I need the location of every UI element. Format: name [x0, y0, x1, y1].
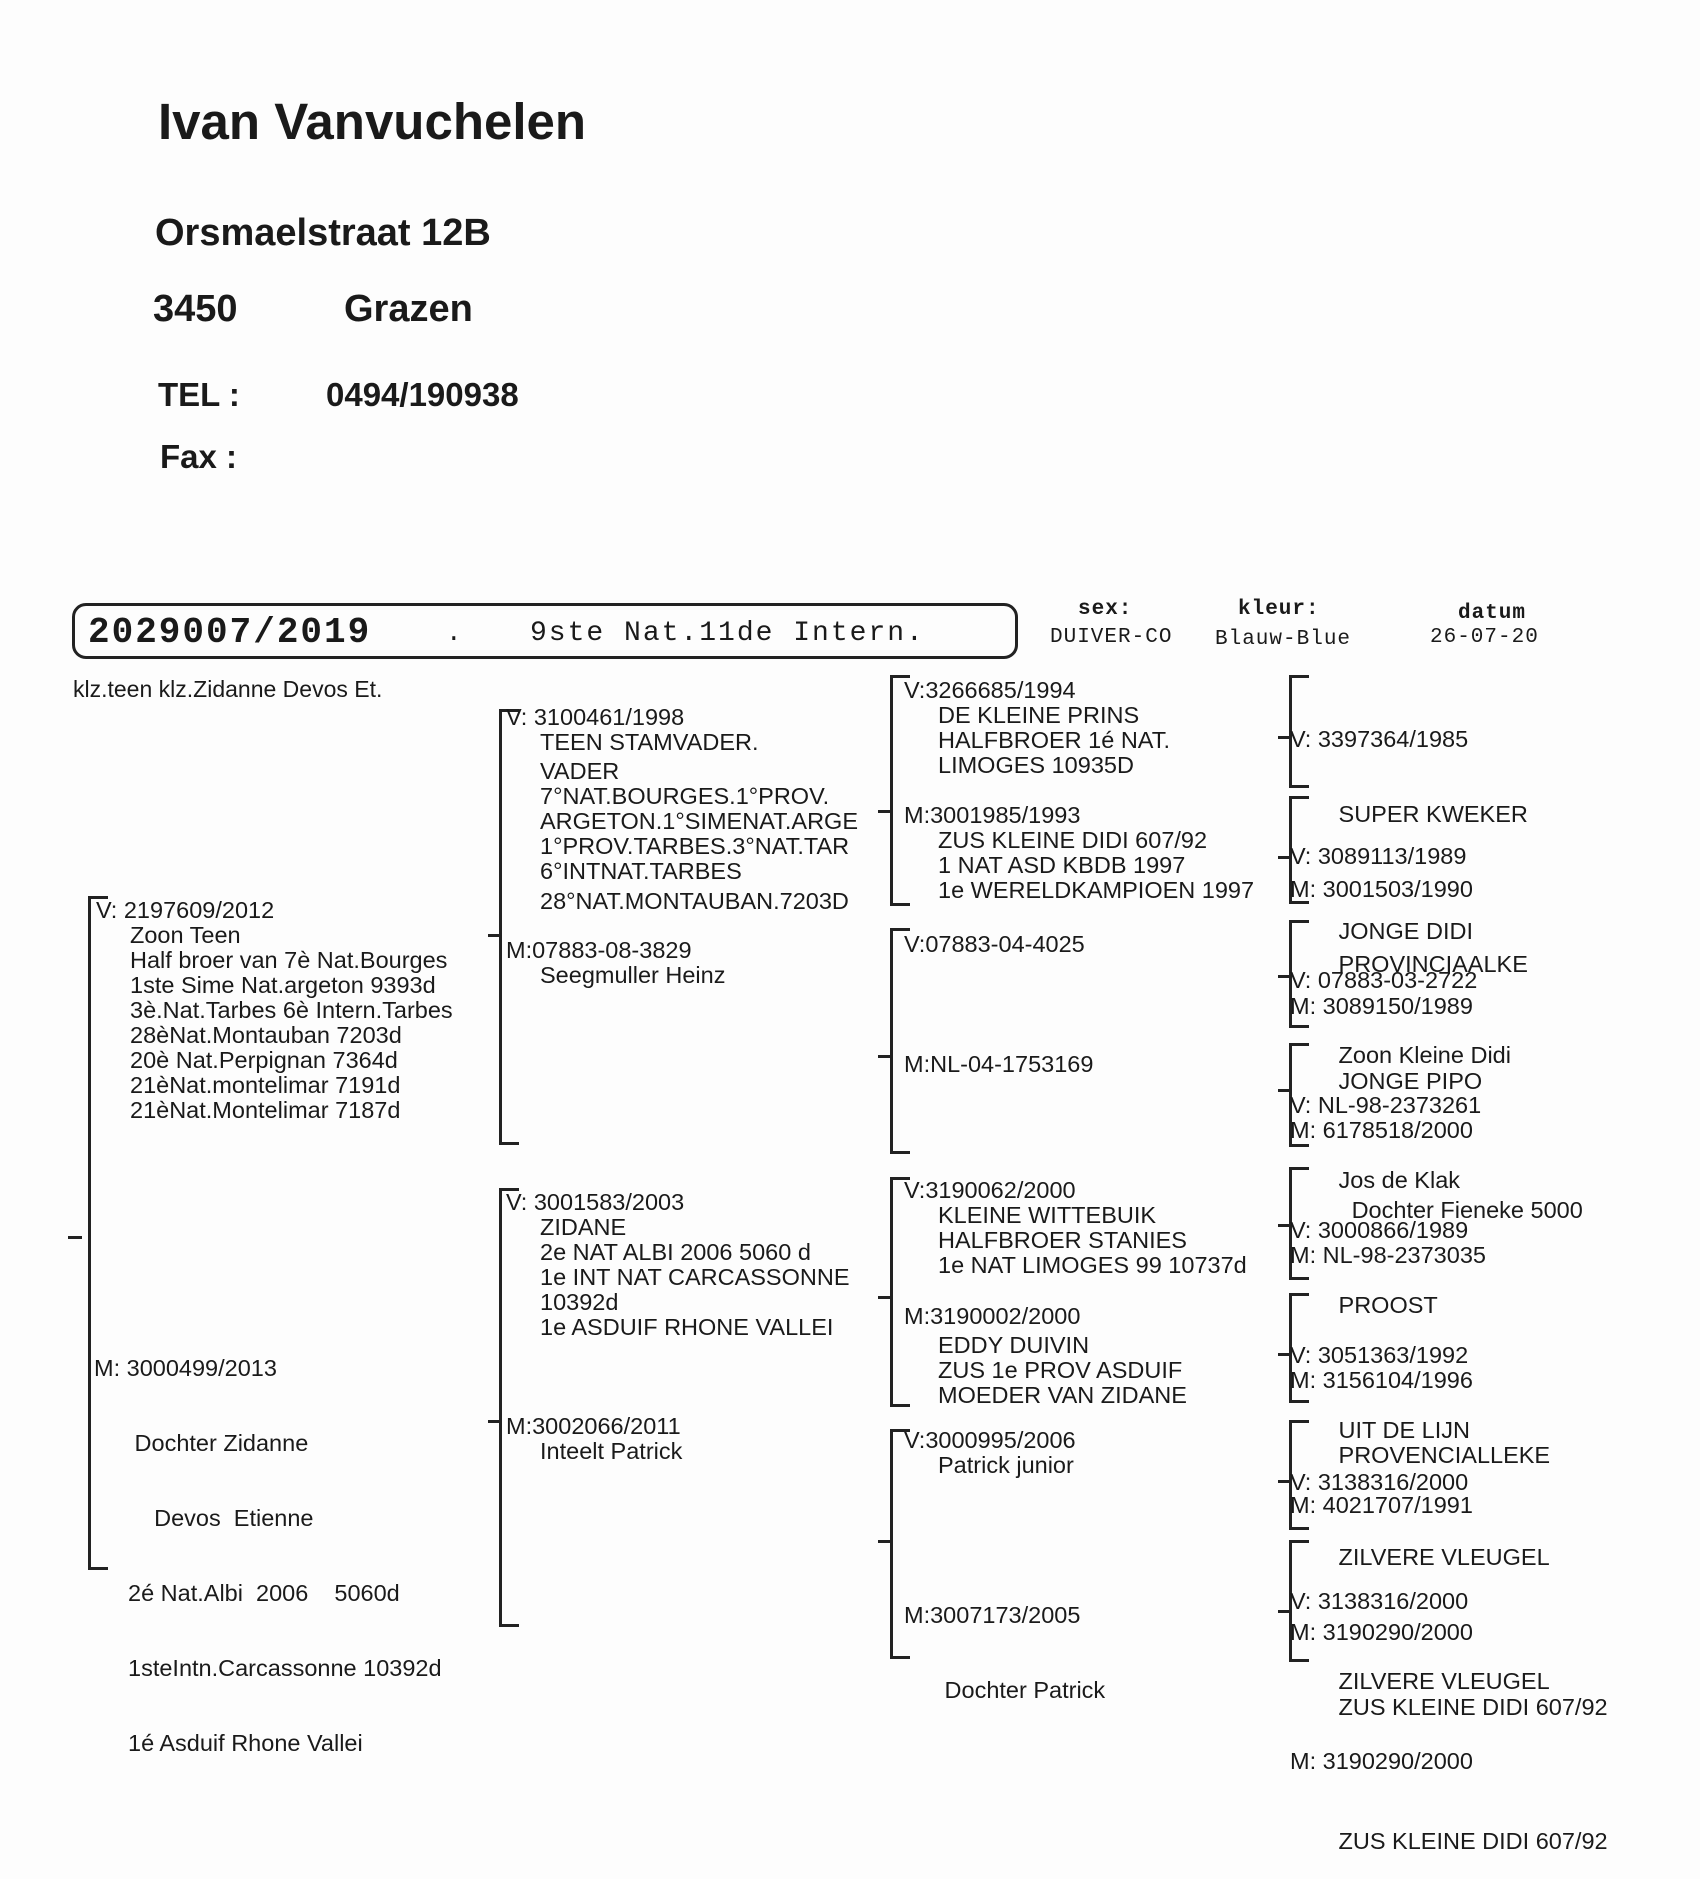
- gen4-line: V: 3138316/2000: [1290, 1469, 1469, 1495]
- gen1-mother-line: 2é Nat.Albi 2006 5060d: [128, 1580, 400, 1606]
- gen3-line: ZUS 1e PROV ASDUIF: [938, 1357, 1183, 1383]
- bracket-gen3-1: [890, 675, 893, 906]
- gen2-line: 6°INTNAT.TARBES: [540, 858, 742, 884]
- gen3-line: 1 NAT ASD KBDB 1997: [938, 852, 1186, 878]
- gen4-line: SUPER KWEKER: [1332, 801, 1528, 827]
- performance: 9ste Nat.11de Intern.: [530, 618, 925, 649]
- gen1-father-line: 21èNat.montelimar 7191d: [130, 1072, 401, 1098]
- tick-gen4-7: [1278, 1480, 1290, 1483]
- gen3-line: DE KLEINE PRINS: [938, 702, 1140, 728]
- gen4-line: ZILVERE VLEUGEL: [1332, 1544, 1550, 1570]
- gen2-line: TEEN STAMVADER.: [540, 729, 759, 755]
- gen1-mother-line: Devos Etienne: [128, 1505, 314, 1531]
- color-value: Blauw-Blue: [1215, 628, 1352, 651]
- gen2-line: ZIDANE: [540, 1214, 627, 1240]
- gen1-father-line: Zoon Teen: [130, 922, 241, 948]
- gen2-line: ARGETON.1°SIMENAT.ARGE: [540, 808, 859, 834]
- gen1-father-line: 20è Nat.Perpignan 7364d: [130, 1047, 398, 1073]
- owner-zip: 3450: [153, 288, 238, 330]
- gen1-father-line: 3è.Nat.Tarbes 6è Intern.Tarbes: [130, 997, 453, 1023]
- gen1-father-line: Half broer van 7è Nat.Bourges: [130, 947, 448, 973]
- gen4-line: M: 3001503/1990: [1290, 876, 1473, 902]
- gen3-6: [904, 1304, 1187, 1408]
- tick-gen2-mother: [488, 1420, 500, 1423]
- gen3-line: EDDY DUIVIN: [938, 1332, 1090, 1358]
- tick-gen4-8: [1278, 1610, 1290, 1613]
- date-value: 26-07-20: [1430, 626, 1539, 649]
- gen2-line: 1e INT NAT CARCASSONNE: [540, 1264, 850, 1290]
- bracket-gen2-father: [499, 709, 502, 1145]
- gen4-line: Zoon Kleine Didi: [1332, 1042, 1511, 1068]
- tick-gen3-4: [878, 1540, 890, 1543]
- owner-name: Ivan Vanvuchelen: [158, 93, 587, 150]
- pigeon-note: klz.teen klz.Zidanne Devos Et.: [73, 676, 383, 702]
- gen2-mother-dam: [506, 1414, 682, 1464]
- gen3-line: HALFBROER STANIES: [938, 1227, 1187, 1253]
- tick-gen4-2: [1278, 856, 1290, 859]
- gen3-line: Patrick junior: [938, 1452, 1074, 1478]
- tel-label: TEL :: [158, 376, 240, 413]
- gen3-8: [904, 1553, 1105, 1728]
- tel-value: 0494/190938: [326, 376, 519, 413]
- gen4-line: M: 3190290/2000: [1290, 1619, 1473, 1645]
- gen4-line: JONGE DIDI: [1332, 918, 1474, 944]
- tick-gen4-6: [1278, 1353, 1290, 1356]
- gen4-line: V: 3138316/2000: [1290, 1588, 1469, 1614]
- gen3-ring: V:07883-04-4025: [904, 931, 1085, 957]
- gen4-line: PROVINCIAALKE: [1332, 951, 1528, 977]
- gen4-line: ZUS KLEINE DIDI 607/92: [1332, 1828, 1608, 1854]
- gen3-ring: V:3190062/2000: [904, 1177, 1076, 1203]
- gen4-line: M: 6178518/2000: [1290, 1117, 1473, 1143]
- gen2-mother-sire: [506, 1190, 850, 1340]
- gen1-mother-ring: M: 3000499/2013: [94, 1355, 277, 1381]
- gen4-line: Jos de Klak: [1332, 1167, 1461, 1193]
- bracket-gen2-mother: [499, 1188, 502, 1627]
- gen2-line: 2e NAT ALBI 2006 5060 d: [540, 1239, 811, 1265]
- gen1-father-line: 1ste Sime Nat.argeton 9393d: [130, 972, 436, 998]
- gen2-line: Seegmuller Heinz: [540, 962, 726, 988]
- tick-gen4-4: [1278, 1089, 1290, 1092]
- sex-label: sex:: [1078, 598, 1133, 621]
- gen3-7: [904, 1428, 1076, 1478]
- gen3-3: [904, 932, 1085, 957]
- gen2-ring: V: 3001583/2003: [506, 1189, 685, 1215]
- bracket-gen3-3: [890, 1177, 893, 1407]
- tick-gen4-1: [1278, 736, 1290, 739]
- gen4-line: V: 3000866/1989: [1290, 1217, 1469, 1243]
- gen2-line: 10392d: [540, 1289, 619, 1315]
- gen4-line: M: 3190290/2000: [1290, 1748, 1473, 1774]
- ring-separator: .: [446, 618, 462, 648]
- gen1-mother-line: Dochter Zidanne: [128, 1430, 309, 1456]
- gen4-line: V: 3397364/1985: [1290, 726, 1469, 752]
- tick-gen4-5: [1278, 1224, 1290, 1227]
- gen4-line: V: 3051363/1992: [1290, 1342, 1469, 1368]
- gen4-line: ZILVERE VLEUGEL: [1332, 1668, 1550, 1694]
- gen1-father-line: 28èNat.Montauban 7203d: [130, 1022, 402, 1048]
- gen3-line: 1e NAT LIMOGES 99 10737d: [938, 1252, 1247, 1278]
- tick-gen3-3: [878, 1296, 890, 1299]
- gen2-ring: M:3002066/2011: [506, 1413, 681, 1439]
- gen4-line: M: 3156104/1996: [1290, 1367, 1473, 1393]
- bracket-gen3-4: [890, 1429, 893, 1659]
- fax-label: Fax :: [160, 438, 238, 475]
- bracket-gen3-2: [890, 928, 893, 1154]
- gen1-mother-line: 1steIntn.Carcassonne 10392d: [128, 1655, 442, 1681]
- gen1-father-ring: V: 2197609/2012: [96, 897, 275, 923]
- gen4-line: V: 3089113/1989: [1290, 843, 1467, 869]
- gen4-line: UIT DE LIJN: [1332, 1417, 1470, 1443]
- gen3-line: LIMOGES 10935D: [938, 752, 1134, 778]
- tick-gen3-2: [878, 1055, 890, 1058]
- gen1-mother: [94, 1306, 442, 1781]
- gen1-father: [96, 898, 453, 1123]
- gen3-ring: V:3000995/2006: [904, 1427, 1076, 1453]
- gen2-line: Inteelt Patrick: [540, 1438, 683, 1464]
- bracket-gen1: [88, 896, 91, 1570]
- gen4-8: [1290, 1539, 1608, 1879]
- gen3-ring: M:3007173/2005: [904, 1602, 1081, 1628]
- gen4-line: M: NL-98-2373035: [1290, 1242, 1486, 1268]
- gen3-5: [904, 1178, 1247, 1278]
- gen1-mother-line: 1é Asduif Rhone Vallei: [128, 1730, 363, 1756]
- gen3-1: [904, 678, 1170, 778]
- gen4-line: V: NL-98-2373261: [1290, 1092, 1482, 1118]
- gen4-line: PROOST: [1332, 1292, 1438, 1318]
- owner-city: Grazen: [344, 288, 473, 330]
- gen2-line: 1°PROV.TARBES.3°NAT.TAR: [540, 833, 850, 859]
- tick-gen1: [68, 1236, 82, 1239]
- gen2-ring: V: 3100461/1998: [506, 704, 685, 730]
- gen3-line: MOEDER VAN ZIDANE: [938, 1382, 1187, 1408]
- gen2-ring: M:07883-08-3829: [506, 937, 692, 963]
- gen2-line: 1e ASDUIF RHONE VALLEI: [540, 1314, 834, 1340]
- gen1-father-line: 21èNat.Montelimar 7187d: [130, 1097, 401, 1123]
- gen4-line: PROVENCIALLEKE: [1332, 1442, 1551, 1468]
- ring-number: 2029007/2019: [88, 612, 372, 653]
- owner-street: Orsmaelstraat 12B: [155, 212, 491, 254]
- gen4-line: ZUS KLEINE DIDI 607/92: [1332, 1694, 1608, 1720]
- gen3-ring: V:3266685/1994: [904, 677, 1076, 703]
- gen3-line: KLEINE WITTEBUIK: [938, 1202, 1157, 1228]
- gen4-line: M: 4021707/1991: [1290, 1492, 1473, 1518]
- tick-gen4-3: [1278, 975, 1290, 978]
- tick-gen3-1: [878, 810, 890, 813]
- gen3-line: HALFBROER 1é NAT.: [938, 727, 1171, 753]
- gen3-line: ZUS KLEINE DIDI 607/92: [938, 827, 1208, 853]
- gen2-father-sire: [506, 705, 858, 914]
- gen2-father-dam: [506, 938, 725, 988]
- gen3-4: [904, 1052, 1093, 1077]
- gen4-line: V: 07883-03-2722: [1290, 967, 1478, 993]
- gen3-line: 1e WERELDKAMPIOEN 1997: [938, 877, 1255, 903]
- gen3-ring: M:NL-04-1753169: [904, 1051, 1094, 1077]
- tick-gen2-father: [488, 934, 500, 937]
- gen2-line: 28°NAT.MONTAUBAN.7203D: [540, 888, 849, 914]
- gen4-line: M: 3089150/1989: [1290, 993, 1473, 1019]
- color-label: kleur:: [1238, 598, 1320, 621]
- gen4-line: JONGE PIPO: [1332, 1068, 1483, 1094]
- gen3-line: Dochter Patrick: [938, 1677, 1106, 1703]
- date-label: datum: [1458, 602, 1527, 625]
- gen3-ring: M:3001985/1993: [904, 802, 1081, 828]
- gen3-ring: M:3190002/2000: [904, 1303, 1081, 1329]
- gen2-line: 7°NAT.BOURGES.1°PROV.: [540, 783, 830, 809]
- sex-value: DUIVER-CO: [1050, 626, 1173, 649]
- gen2-line: VADER: [540, 758, 620, 784]
- gen4-line: Dochter Fieneke 5000: [1332, 1197, 1583, 1223]
- gen3-2: [904, 803, 1254, 903]
